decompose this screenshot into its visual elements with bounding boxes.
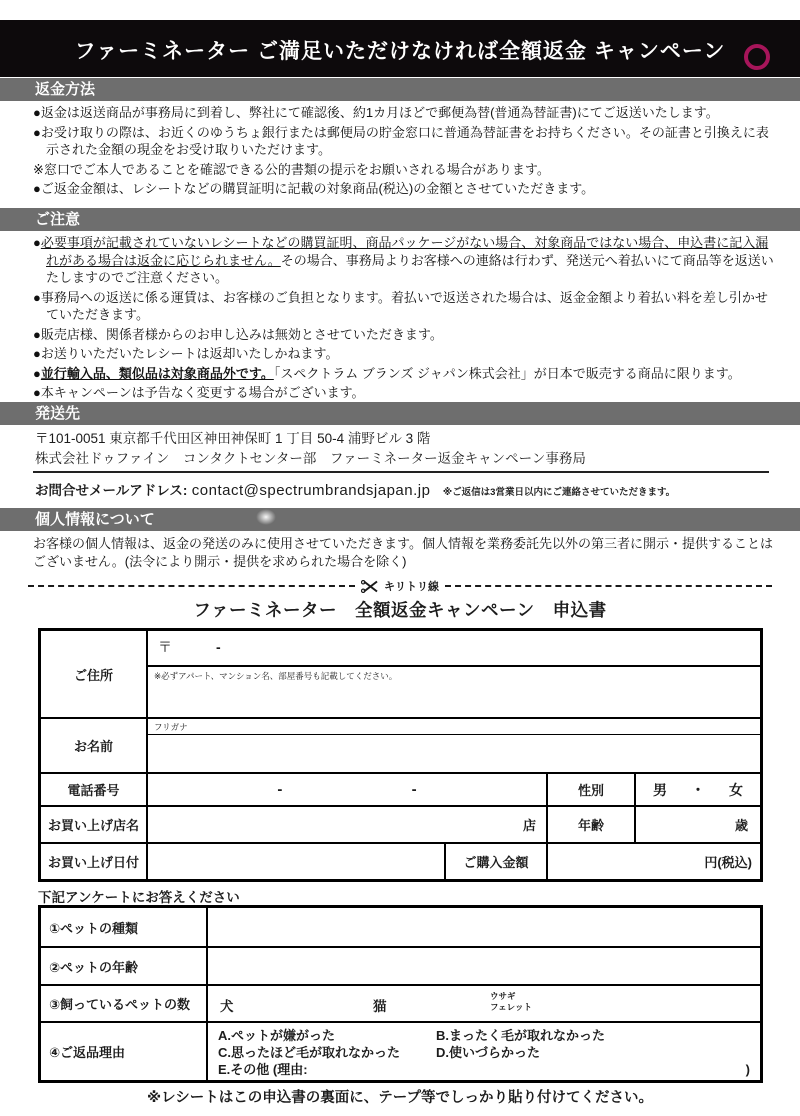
age-label: 年齢 xyxy=(548,807,636,842)
caution-item xyxy=(33,289,775,324)
caution-item xyxy=(33,345,775,363)
survey-row-pet-type xyxy=(41,908,760,948)
pet-age-field xyxy=(208,948,760,984)
purchase-amount-label: ご購入金額 xyxy=(446,844,548,879)
purchase-amount-field xyxy=(548,844,760,879)
pet-options-small xyxy=(490,991,532,1013)
note-marker: ※ xyxy=(33,161,44,177)
address-row xyxy=(41,631,760,719)
reason-e: E.その他 (理由: xyxy=(218,1062,308,1077)
pet-count-label: ③飼っているペットの数 xyxy=(41,986,208,1021)
bullet-marker: ● xyxy=(33,365,41,381)
caution-item xyxy=(33,234,775,287)
name-label: お名前 xyxy=(41,719,148,772)
cut-line xyxy=(28,578,772,594)
campaign-title: ファーミネーター ご満足いただけなければ全額返金 キャンペーン xyxy=(74,40,726,63)
survey-table xyxy=(38,905,763,1083)
caution-item-underlined: 必要事項が記載されていないレシートなどの購買証明、商品パッケージがない場合、対象商品ではない場合、申込書に記入漏れがある場合は返金に応じられません。 xyxy=(40,235,769,268)
phone-dash: - xyxy=(411,781,417,798)
refund-item-text: ご返金金額は、レシートなどの購買証明に記載の対象商品(税込)の金額とさせていただきます。 xyxy=(40,181,595,196)
bullet-marker: ● xyxy=(33,181,41,196)
shipping-address-line1: 〒101-0051 東京都千代田区神田神保町 1 丁目 50-4 浦野ビル 3 階 xyxy=(35,431,431,446)
contact-email-label: お問合せメールアドレス: xyxy=(35,483,188,498)
refund-item-text: 返金は返送商品が事務局に到着し、弊社にて確認後、約1カ月ほどで郵便為替(普通為替証書)にてご返送いたします。 xyxy=(40,105,719,120)
bullet-marker: ● xyxy=(33,124,41,140)
section-heading-shipping: 発送先 xyxy=(0,402,800,425)
age-field xyxy=(636,807,760,842)
amount-suffix: 円(税込) xyxy=(704,855,752,870)
pet-option-rabbit: ウサギ xyxy=(490,991,516,1001)
privacy-text: お客様の個人情報は、返金の発送のみに使用させていただきます。個人情報を業務委託先以外の第三者に開示・提供することはございません。(法令により開示・提供を求められた場合を除く) xyxy=(33,536,773,569)
store-suffix: 店 xyxy=(522,818,536,833)
phone-row xyxy=(41,774,760,807)
section-heading-caution: ご注意 xyxy=(0,208,800,231)
gender-label: 性別 xyxy=(548,774,636,805)
pet-option-ferret: フェレット xyxy=(490,1002,532,1012)
caution-item-text: 本キャンペーンは予告なく変更する場合がございます。 xyxy=(40,385,365,400)
postal-code-field xyxy=(148,631,760,667)
reason-line xyxy=(218,1027,750,1044)
scan-artifact xyxy=(256,509,276,525)
caution-item-text: 事務局への返送に係る運賃は、お客様のご負担となります。着払いで返送された場合は、返金金額より着払い料を差し引かせていただきます。 xyxy=(40,289,768,322)
street-address-field xyxy=(148,667,760,717)
survey-row-pet-age xyxy=(41,948,760,986)
phone-label: 電話番号 xyxy=(41,774,148,805)
reason-other-blank xyxy=(308,1061,746,1078)
privacy-section xyxy=(33,535,775,570)
return-reason-field xyxy=(208,1023,760,1080)
receipt-attach-note: ※レシートはこの申込書の裏面に、テープ等でしっかり貼り付けてください。 xyxy=(146,1090,653,1106)
pet-option-cat: 猫 xyxy=(373,999,387,1014)
store-field xyxy=(148,807,548,842)
contact-line xyxy=(35,479,775,500)
bullet-marker: ● xyxy=(33,326,41,342)
caution-item-text: 販売店様、関係者様からのお申し込みは無効とさせていただきます。 xyxy=(40,326,443,342)
refund-item xyxy=(33,161,775,179)
scissors-icon xyxy=(361,580,378,593)
brand-ring-icon xyxy=(744,44,770,70)
shipping-address-line2: 株式会社ドゥファイン コンタクトセンター部 ファーミネーター返金キャンペーン事務局 xyxy=(35,451,586,466)
bullet-marker: ● xyxy=(33,346,41,361)
survey-row-return-reason xyxy=(41,1023,760,1080)
caution-item xyxy=(33,384,775,402)
phone-field xyxy=(148,774,548,805)
store-row xyxy=(41,807,760,844)
reason-a: A.ペットが嫌がった xyxy=(218,1028,336,1043)
application-form-title: ファーミネーター 全額返金キャンペーン 申込書 xyxy=(193,600,607,620)
caution-item xyxy=(33,326,775,344)
refund-item xyxy=(33,104,775,122)
caution-item-bold-underlined: 並行輸入品、類似品は対象商品外です。 xyxy=(40,365,274,381)
section-heading-refund-method: 返金方法 xyxy=(0,78,800,101)
gender-separator: ・ xyxy=(691,781,705,798)
header-banner xyxy=(0,20,800,77)
caution-item xyxy=(33,365,775,383)
address-label: ご住所 xyxy=(41,631,148,717)
reason-close-paren: ) xyxy=(745,1062,750,1077)
age-suffix: 歳 xyxy=(734,818,748,833)
pet-option-dog: 犬 xyxy=(220,999,234,1014)
return-reason-label: ④ご返品理由 xyxy=(41,1023,208,1080)
purchase-date-field xyxy=(148,844,446,879)
bullet-marker: ● xyxy=(33,105,41,120)
name-field xyxy=(148,735,760,772)
bullet-marker: ● xyxy=(33,235,41,250)
gender-option-male: 男 xyxy=(653,781,667,798)
reason-c: C.思ったほど毛が取れなかった xyxy=(218,1045,401,1060)
reason-b: B.まったく毛が取れなかった xyxy=(436,1028,606,1043)
reason-d: D.使いづらかった xyxy=(436,1045,541,1060)
caution-item-text: 「スペクトラム ブランズ ジャパン株式会社」が日本で販売する商品に限ります。 xyxy=(273,365,741,381)
application-form-table xyxy=(38,628,763,882)
refund-method-section xyxy=(33,104,775,200)
pet-type-field xyxy=(208,908,760,946)
furigana-label: フリガナ xyxy=(148,719,760,735)
postal-mark: 〒 xyxy=(158,639,172,655)
refund-item xyxy=(33,180,775,198)
name-row xyxy=(41,719,760,774)
cut-dash-right xyxy=(445,585,772,587)
divider xyxy=(33,471,769,473)
survey-heading: 下記アンケートにお答えください xyxy=(38,890,240,905)
postal-dash: - xyxy=(216,639,221,655)
purchase-date-row xyxy=(41,844,760,879)
section-heading-privacy: 個人情報について xyxy=(0,508,800,531)
shipping-address-block xyxy=(35,429,770,469)
contact-email-address: contact@spectrumbrandsjapan.jp xyxy=(191,482,431,499)
refund-item-text: お受け取りの際は、お近くのゆうちょ銀行または郵便局の貯金窓口に普通為替証書をお持ちください。その証書と引換えに表示された金額の現金をお受け取りいただけます。 xyxy=(40,124,769,157)
name-input-area xyxy=(148,719,760,772)
reason-line xyxy=(218,1061,750,1078)
caution-section xyxy=(33,234,775,404)
survey-row-pet-count xyxy=(41,986,760,1023)
address-note: ※必ずアパート、マンション名、部屋番号も記載してください。 xyxy=(154,671,398,681)
pet-count-field xyxy=(208,986,760,1021)
cut-line-label: キリトリ線 xyxy=(384,581,439,593)
contact-reply-note: ※ご返信は3営業日以内にご連絡させていただきます。 xyxy=(442,487,676,498)
refund-item-text: 窓口でご本人であることを確認できる公的書類の提示をお願いされる場合があります。 xyxy=(43,161,550,177)
refund-item xyxy=(33,124,775,159)
caution-item-text: お送りいただいたレシートは返却いたしかねます。 xyxy=(40,346,339,361)
gender-option-female: 女 xyxy=(729,781,743,798)
cut-dash-left xyxy=(28,585,355,587)
pet-age-label: ②ペットの年齢 xyxy=(41,948,208,984)
reason-line xyxy=(218,1044,750,1061)
phone-dash: - xyxy=(277,781,283,798)
purchase-date-label: お買い上げ日付 xyxy=(41,844,148,879)
bullet-marker: ● xyxy=(33,385,41,400)
pet-type-label: ①ペットの種類 xyxy=(41,908,208,946)
gender-field xyxy=(636,774,760,805)
caution-item-text: その場合、事務局よりお客様への連絡は行わず、発送元へ着払いにて商品等を返送いたしますのでご注意ください。 xyxy=(46,252,774,285)
address-input-area xyxy=(148,631,760,717)
store-label: お買い上げ店名 xyxy=(41,807,148,842)
bullet-marker: ● xyxy=(33,289,41,305)
